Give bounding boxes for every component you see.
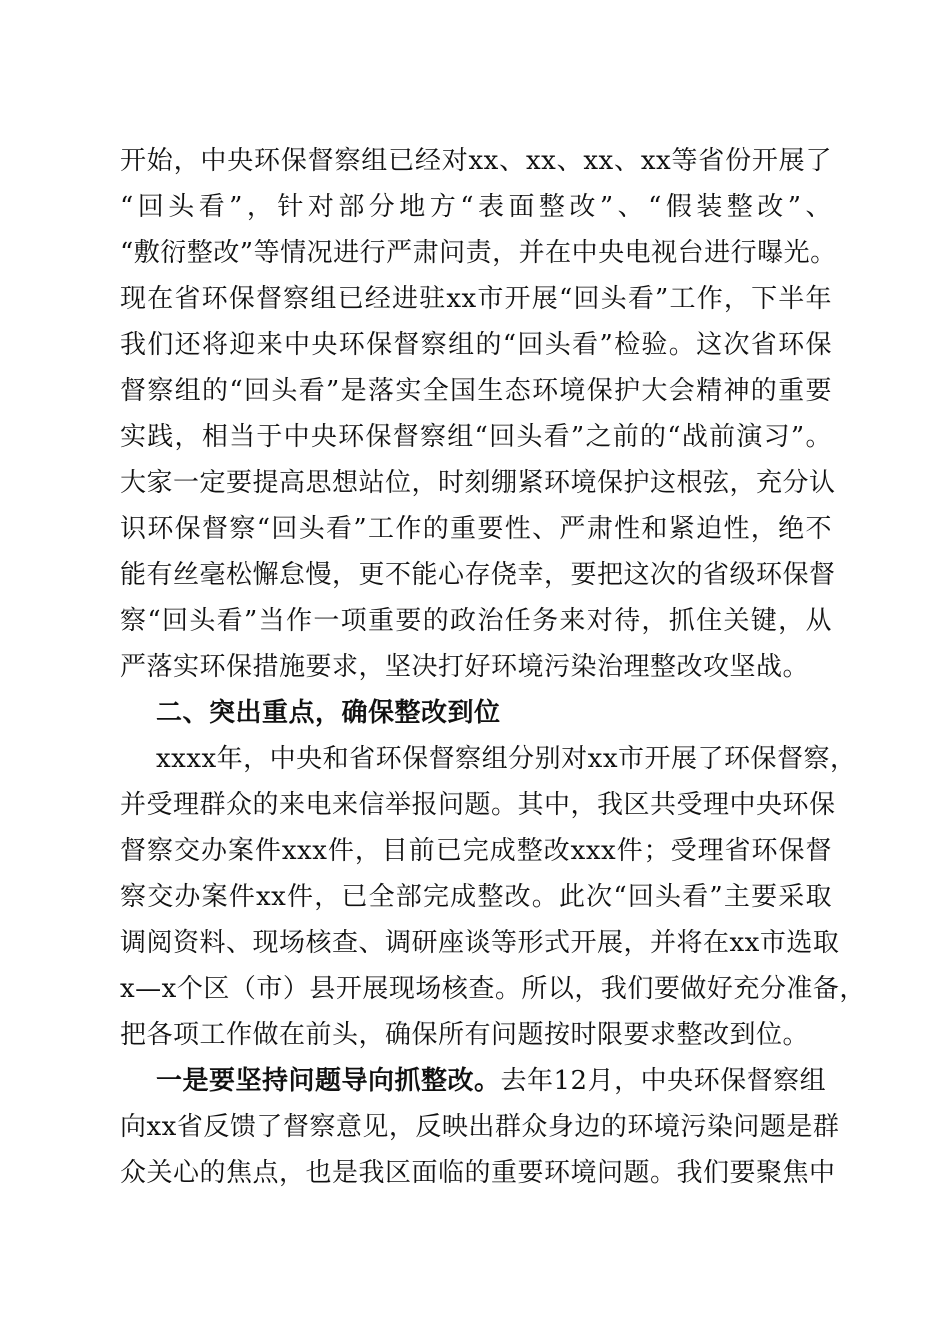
paragraph-line: 把各项工作做在前头，确保所有问题按时限要求整改到位。 (120, 1020, 810, 1050)
paragraph-line: 识环保督察“回头看”工作的重要性、严肃性和紧迫性，绝不 (120, 514, 832, 544)
paragraph-line: 实践，相当于中央环保督察组“回头看”之前的“战前演习”。 (120, 422, 832, 452)
paragraph-line: 众关心的焦点，也是我区面临的重要环境问题。我们要聚焦中 (120, 1158, 836, 1188)
paragraph-text: 去年12月，中央环保督察组 (500, 1066, 827, 1096)
paragraph-line: “回头看”，针对部分地方“表面整改”、“假装整改”、 (120, 192, 832, 222)
paragraph-line: xxxx年，中央和省环保督察组分别对xx市开展了环保督察， (156, 744, 857, 774)
paragraph-line: 向xx省反馈了督察意见，反映出群众身边的环境污染问题是群 (120, 1112, 840, 1142)
paragraph-line: 督察组的“回头看”是落实全国生态环境保护大会精神的重要 (120, 376, 832, 406)
emphasis-lead: 一是要坚持问题导向抓整改。 (156, 1066, 501, 1096)
paragraph-line: 现在省环保督察组已经进驻xx市开展“回头看”工作，下半年 (120, 284, 832, 314)
paragraph-line (156, 1059, 832, 1103)
paragraph-line: 我们还将迎来中央环保督察组的“回头看”检验。这次省环保 (120, 330, 832, 360)
paragraph-line: x—x个区（市）县开展现场核查。所以，我们要做好充分准备， (120, 974, 866, 1004)
paragraph-line: 能有丝毫松懈怠慢，更不能心存侥幸，要把这次的省级环保督 (120, 560, 836, 590)
paragraph-line: “敷衍整改”等情况进行严肃问责，并在中央电视台进行曝光。 (120, 238, 837, 268)
paragraph-line: 察“回头看”当作一项重要的政治任务来对待，抓住关键，从 (120, 606, 832, 636)
paragraph-line: 督察交办案件xxx件，目前已完成整改xxx件；受理省环保督 (120, 836, 832, 866)
paragraph-line: 开始，中央环保督察组已经对xx、xx、xx、xx等省份开展了 (120, 146, 832, 176)
paragraph-line: 严落实环保措施要求，坚决打好环境污染治理整改攻坚战。 (120, 652, 810, 682)
paragraph-line: 察交办案件xx件，已全部完成整改。此次“回头看”主要采取 (120, 882, 832, 912)
paragraph-line: 调阅资料、现场核查、调研座谈等形式开展，并将在xx市选取 (120, 928, 840, 958)
section-heading: 二、突出重点，确保整改到位 (156, 698, 501, 728)
paragraph-line: 并受理群众的来电来信举报问题。其中，我区共受理中央环保 (120, 790, 836, 820)
paragraph-line: 大家一定要提高思想站位，时刻绷紧环境保护这根弦，充分认 (120, 468, 836, 498)
